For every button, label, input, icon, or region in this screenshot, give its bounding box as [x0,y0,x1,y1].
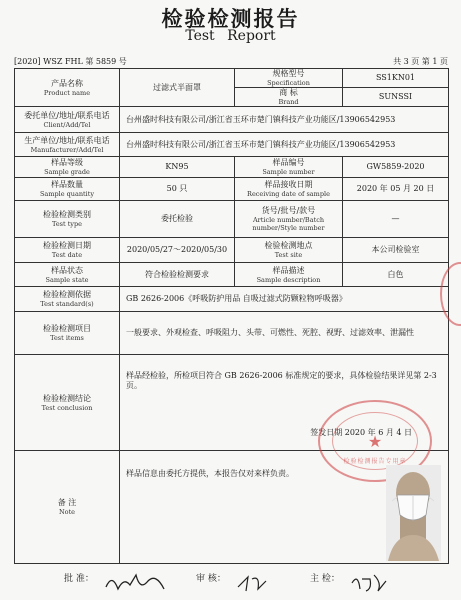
issue-date: 签发日期 2020 年 6 月 4 日 [310,428,412,438]
test-type-value: 委托检验 [120,201,235,238]
report-reference [14,56,448,67]
page-count: 共 3 页 第 1 页 [393,57,448,66]
manufacturer-label: 生产单位/地址/联系电话 Manufacturer/Add/Tel [15,133,120,157]
conclusion-label: 检验检测结论 Test conclusion [15,355,120,451]
sample-desc-value: 白色 [343,263,449,287]
report-number: [2020] WSZ FHL 第 5859 号 [14,57,127,66]
spec-value: SS1KN01 [343,69,449,88]
items-label: 检验检测项目 Test items [15,312,120,355]
sample-no-label: 样品编号 Sample number [235,157,343,178]
test-site-label: 检验检测地点 Test site [235,238,343,263]
standard-label: 检验检测依据 Test standard(s) [15,287,120,312]
article-value: — [343,201,449,238]
receive-date-label: 样品接收日期 Receiving date of sample [235,178,343,201]
standard-value: GB 2626-2006《呼吸防护用品 自吸过滤式防颗粒物呼吸器》 [120,287,449,312]
review-label: 审 核： [196,574,226,584]
brand-label: 商 标 Brand [235,88,343,107]
approve-label: 批 准： [64,574,94,584]
sample-state-label: 样品状态 Sample state [15,263,120,287]
review-signature [234,571,274,595]
test-site-value: 本公司检验室 [343,238,449,263]
remarks-label: 备 注 Note [15,451,120,564]
main-inspector-signature [348,569,392,595]
grade-label: 样品等级 Sample grade [15,157,120,178]
article-label: 货号/批号/款号 Article number/Batch number/Style number [235,201,343,238]
sample-state-value: 符合检验检测要求 [120,263,235,287]
report-table [14,68,449,564]
report-title-en: Test Report [185,28,276,44]
client-label: 委托单位/地址/联系电话 Client/Add/Tel [15,107,120,133]
receive-date-value: 2020 年 05 月 20 日 [343,178,449,201]
stamp-star-icon: ★ [367,432,383,451]
quantity-label: 样品数量 Sample quantity [15,178,120,201]
grade-value: KN95 [120,157,235,178]
stamp-text: 检验检测报告专用章 [343,458,407,465]
test-type-label: 检验检测类别 Test type [15,201,120,238]
sample-no-value: GW5859-2020 [343,157,449,178]
client-value: 台州盛时科技有限公司/浙江省玉环市楚门镇科技产业功能区/13906542953 [120,107,449,133]
conclusion-value: 样品经检验，所检项目符合 GB 2626-2006 标准规定的要求，具体检验结果详见第 2-3 页。 [126,371,437,391]
signature-row [14,569,448,597]
product-name-label: 产品名称 Product name [15,69,120,107]
approve-signature [102,569,172,597]
sample-photo [386,465,441,561]
test-date-value: 2020/05/27～2020/05/30 [120,238,235,263]
product-name-value: 过滤式半面罩 [120,69,235,107]
test-date-label: 检验检测日期 Test date [15,238,120,263]
spec-label: 规格型号 Specification [235,69,343,88]
sample-desc-label: 样品描述 Sample description [235,263,343,287]
items-value: 一般要求、外观检查、呼吸阻力、头带、可燃性、死腔、视野、过滤效率、泄漏性 [120,312,449,355]
main-inspector-label: 主 检： [310,574,340,584]
report-title: 检验检测报告 [161,6,300,31]
brand-value: SUNSSI [343,88,449,107]
remarks-value: 样品信息由委托方提供，本报告仅对来样负责。 [120,451,449,564]
manufacturer-value: 台州盛时科技有限公司/浙江省玉环市楚门镇科技产业功能区/13906542953 [120,133,449,157]
quantity-value: 50 只 [120,178,235,201]
